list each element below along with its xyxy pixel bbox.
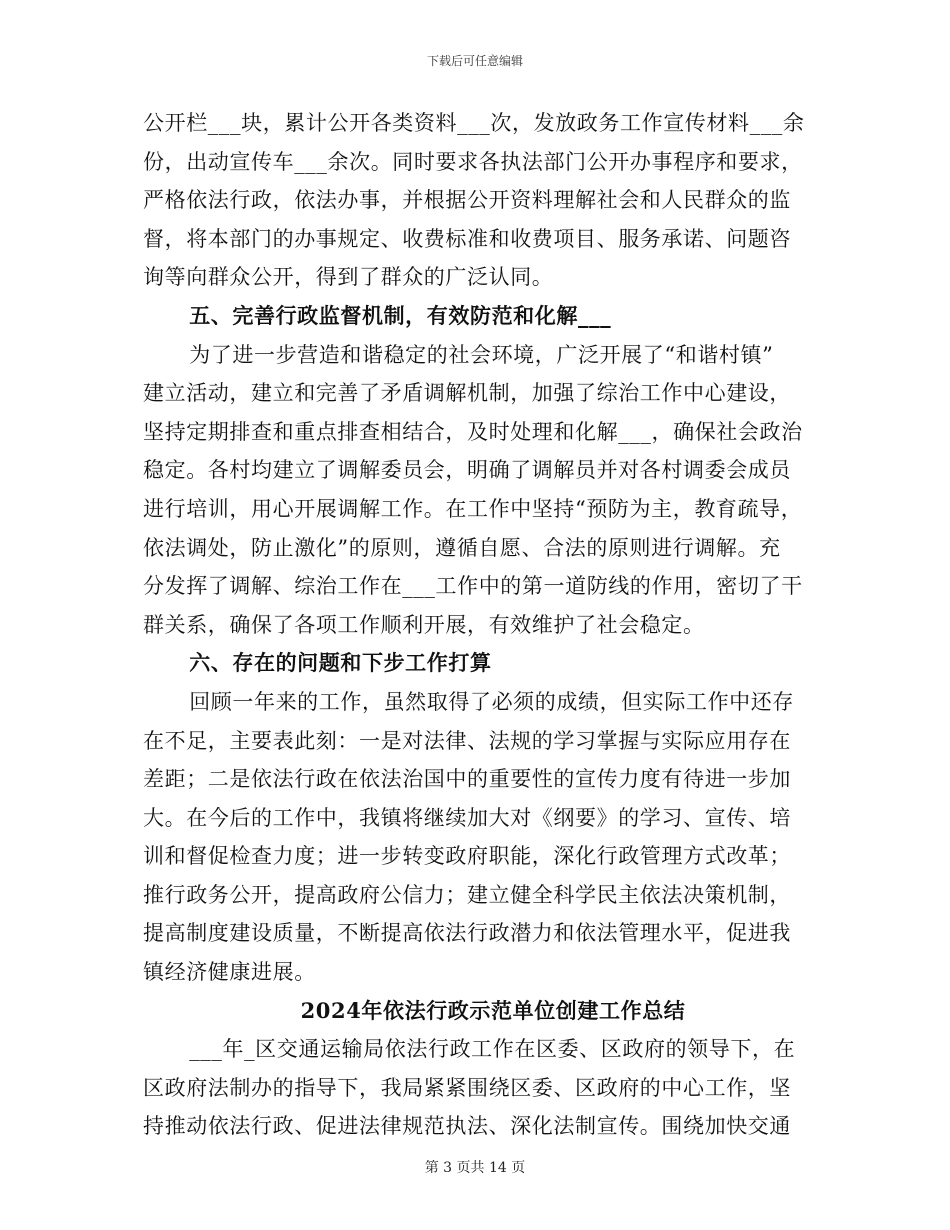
paragraph-line: 进行培训，用心开展调解工作。在工作中坚持“预防为主，教育疏导， (143, 496, 803, 521)
paragraph-line: 建立活动，建立和完善了矛盾调解机制，加强了综治工作中心建设， (143, 381, 791, 406)
page-footer: 第 3 页共 14 页 (424, 1160, 526, 1176)
paragraph-line: 稳定。各村均建立了调解委员会，明确了调解员并对各村调委会成员 (143, 458, 791, 483)
paragraph-line: 推行政务公开，提高政府公信力；建立健全科学民主依法决策机制， (143, 882, 791, 907)
paragraph-line: 坚持定期排查和重点排查相结合，及时处理和化解___，确保社会政治 (143, 419, 803, 444)
paragraph-line: 持推动依法行政、促进法律规范执法、深化法制宣传。围绕加快交通 (143, 1114, 791, 1139)
section-heading: 六、存在的问题和下步工作打算 (189, 650, 492, 676)
paragraph-line: 回顾一年来的工作，虽然取得了必须的成绩，但实际工作中还存 (189, 689, 794, 714)
paragraph-line: 督，将本部门的办事规定、收费标准和收费项目、服务承诺、问题咨 (143, 226, 791, 251)
paragraph-line: 份，出动宣传车___余次。同时要求各执法部门公开办事程序和要求， (143, 149, 803, 174)
paragraph-line: 依法调处，防止激化”的原则，遵循自愿、合法的原则进行调解。充 (143, 535, 781, 560)
paragraph-line: 差距；二是依法行政在依法治国中的重要性的宣传力度有待进一步加 (143, 767, 791, 792)
paragraph-line: 询等向群众公开，得到了群众的广泛认同。 (143, 265, 554, 290)
paragraph-line: 分发挥了调解、综治工作在___工作中的第一道防线的作用，密切了干 (143, 574, 803, 599)
paragraph-line: 大。在今后的工作中，我镇将继续加大对《纲要》的学习、宣传、培 (143, 805, 791, 830)
paragraph-line: 严格依法行政，依法办事，并根据公开资料理解社会和人民群众的监 (143, 188, 791, 213)
document-body (143, 104, 803, 1146)
page-header: 下载后可任意编辑 (426, 54, 523, 68)
document-title: 2024年依法行政示范单位创建工作总结 (300, 997, 686, 1023)
paragraph-line: 为了进一步营造和谐稳定的社会环境，广泛开展了“和谐村镇” (189, 342, 774, 367)
section-heading: 五、完善行政监督机制，有效防范和化解___ (189, 302, 612, 328)
paragraph-line: 在不足，主要表此刻：一是对法律、法规的学习掌握与实际应用存在 (143, 728, 791, 753)
paragraph-line: ___年_区交通运输局依法行政工作在区委、区政府的领导下，在 (189, 1037, 796, 1062)
paragraph-line: 区政府法制办的指导下，我局紧紧围绕区委、区政府的中心工作，坚 (143, 1075, 791, 1100)
paragraph-line: 群关系，确保了各项工作顺利开展，有效维护了社会稳定。 (143, 612, 705, 637)
paragraph-line: 训和督促检查力度；进一步转变政府职能，深化行政管理方式改革； (143, 844, 791, 869)
paragraph-line: 镇经济健康进展。 (143, 960, 316, 985)
paragraph-line: 公开栏___块，累计公开各类资料___次，发放政务工作宣传材料___余 (143, 111, 805, 135)
paragraph-line: 提高制度建设质量，不断提高依法行政潜力和依法管理水平，促进我 (143, 921, 791, 946)
